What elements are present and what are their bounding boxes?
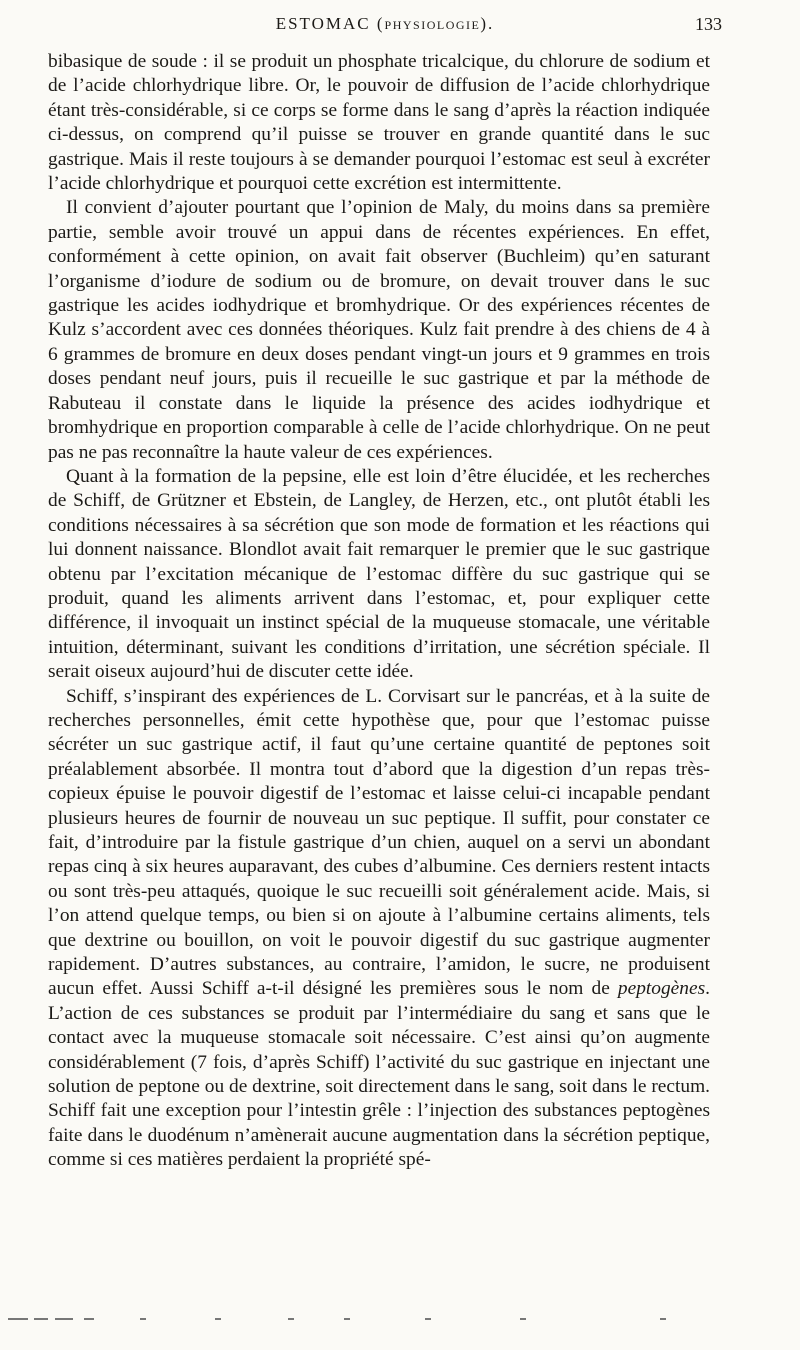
emphasis-term: peptogènes — [617, 978, 706, 1000]
body-text — [48, 50, 710, 1173]
running-head-open-paren: ( — [376, 14, 385, 33]
footer-dash-rule — [0, 1318, 800, 1324]
page-header — [48, 14, 722, 44]
running-head — [48, 14, 722, 34]
paragraph-4 — [48, 685, 710, 1173]
page-number: 133 — [695, 14, 722, 34]
paragraph-1: bibasique de soude : il se produit un phosphate tricalcique, du chlorure de sodium et de l’acide chlorhydrique libre. Or, le pouvoir de diffusion de l’acide chlorhydrique étant très-considérable, si ce corps se forme dans le sang d’après la réaction indiquée ci-dessus, on comprend qu’il puisse se trouver en grande quantité dans le suc gastrique. Mais il reste toujours à se demander pourquoi l’estomac est seul à excréter l’acide chlorhydrique et pourquoi cette excrétion est intermittente. — [48, 51, 710, 195]
paragraph-3: Quant à la formation de la pepsine, elle est loin d’être élucidée, et les recherches de Schiff, de Grützner et Ebstein, de Langley, de Herzen, etc., ont plutôt établi les conditions nécessaires à sa sécrétion que son mode de formation et les réactions qui lui donnent naissance. Blondlot avait fait remarquer le premier que le suc gastrique obtenu par l’excitation mécanique de l’estomac diffère du suc gastrique qui se produit, quand les aliments arrivent dans l’estomac, et, pour expliquer cette différence, il invoquait un instinct spécial de la muqueuse stomacale, une véritable intuition, déterminant, suivant les conditions d’irritation, une sécrétion spéciale. Il serait oiseux aujourd’hui de discuter cette idée. — [48, 465, 710, 683]
paragraph-4-tail: . L’action de ces substances se produit par l’intermédiaire du sang et sans que le contact avec la muqueuse stomacale soit nécessaire. C’est ainsi qu’on augmente considérablement (7 fois, d’après Schiff) l’activité du suc gastrique en injectant une solution de peptone ou de dextrine, soit directement dans le sang, soit dans le rectum. Schiff fait une exception pour l’intestin grêle : l’injection des substances peptogènes faite dans le duodénum n’amènerait aucune augmentation dans la sécrétion peptique, comme si ces matières perdaient la propriété spé- — [48, 978, 710, 1171]
running-head-subtitle: PHYSIOLOGIE — [384, 18, 481, 32]
paragraph-4-text: Schiff, s’inspirant des expériences de L. Corvisart sur le pancréas, et à la suite de recherches personnelles, émit cette hypothèse que, pour que l’estomac puisse sécréter un suc gastrique actif, il faut qu’une certaine quantité de peptones soit préalablement absorbée. Il montra tout d’abord que la digestion d’un repas très-copieux épuise le pouvoir digestif de l’estomac et laisse celui-ci incapable pendant plusieurs heures de fournir de nouveau un suc peptique. Il suffit, pour constater ce fait, d’introduire par la fistule gastrique d’un chien, auquel on a servi un abondant repas cinq à six heures auparavant, des cubes d’albumine. Ces derniers restent intacts ou sont très-peu attaqués, quoique le suc recueilli soit généralement acide. Mais, si l’on attend quelque temps, ou bien si on ajoute à l’albumine certains aliments, tels que dextrine ou bouillon, on voit le pouvoir digestif du suc gastrique augmenter rapidement. D’autres substances, au contraire, l’amidon, le sucre, ne produisent aucun effet. Aussi Schiff a-t-il désigné les premières sous le nom de — [48, 685, 710, 1000]
running-head-close-paren: ). — [480, 14, 495, 33]
paragraph-2: Il convient d’ajouter pourtant que l’opinion de Maly, du moins dans sa première partie, semble avoir trouvé un appui dans de récentes expériences. En effet, conformément à cette opinion, on avait fait observer (Buchleim) qu’en saturant l’organisme d’iodure de sodium ou de bromure, on devait trouver dans le suc gastrique les acides iodhydrique et bromhydrique. Or des expériences récentes de Kulz s’accordent avec ces données théoriques. Kulz fait prendre à des chiens de 4 à 6 grammes de bromure en deux doses pendant vingt-un jours et 9 grammes en trois doses pendant neuf jours, puis il recueille le suc gastrique et par la méthode de Rabuteau il constate dans le liquide la présence des acides iodhydrique et bromhydrique en proportion comparable à celle de l’acide chlorhydrique. On ne peut pas ne pas reconnaître la haute valeur de ces expériences. — [48, 197, 710, 463]
running-head-title: ESTOMAC — [275, 14, 371, 33]
